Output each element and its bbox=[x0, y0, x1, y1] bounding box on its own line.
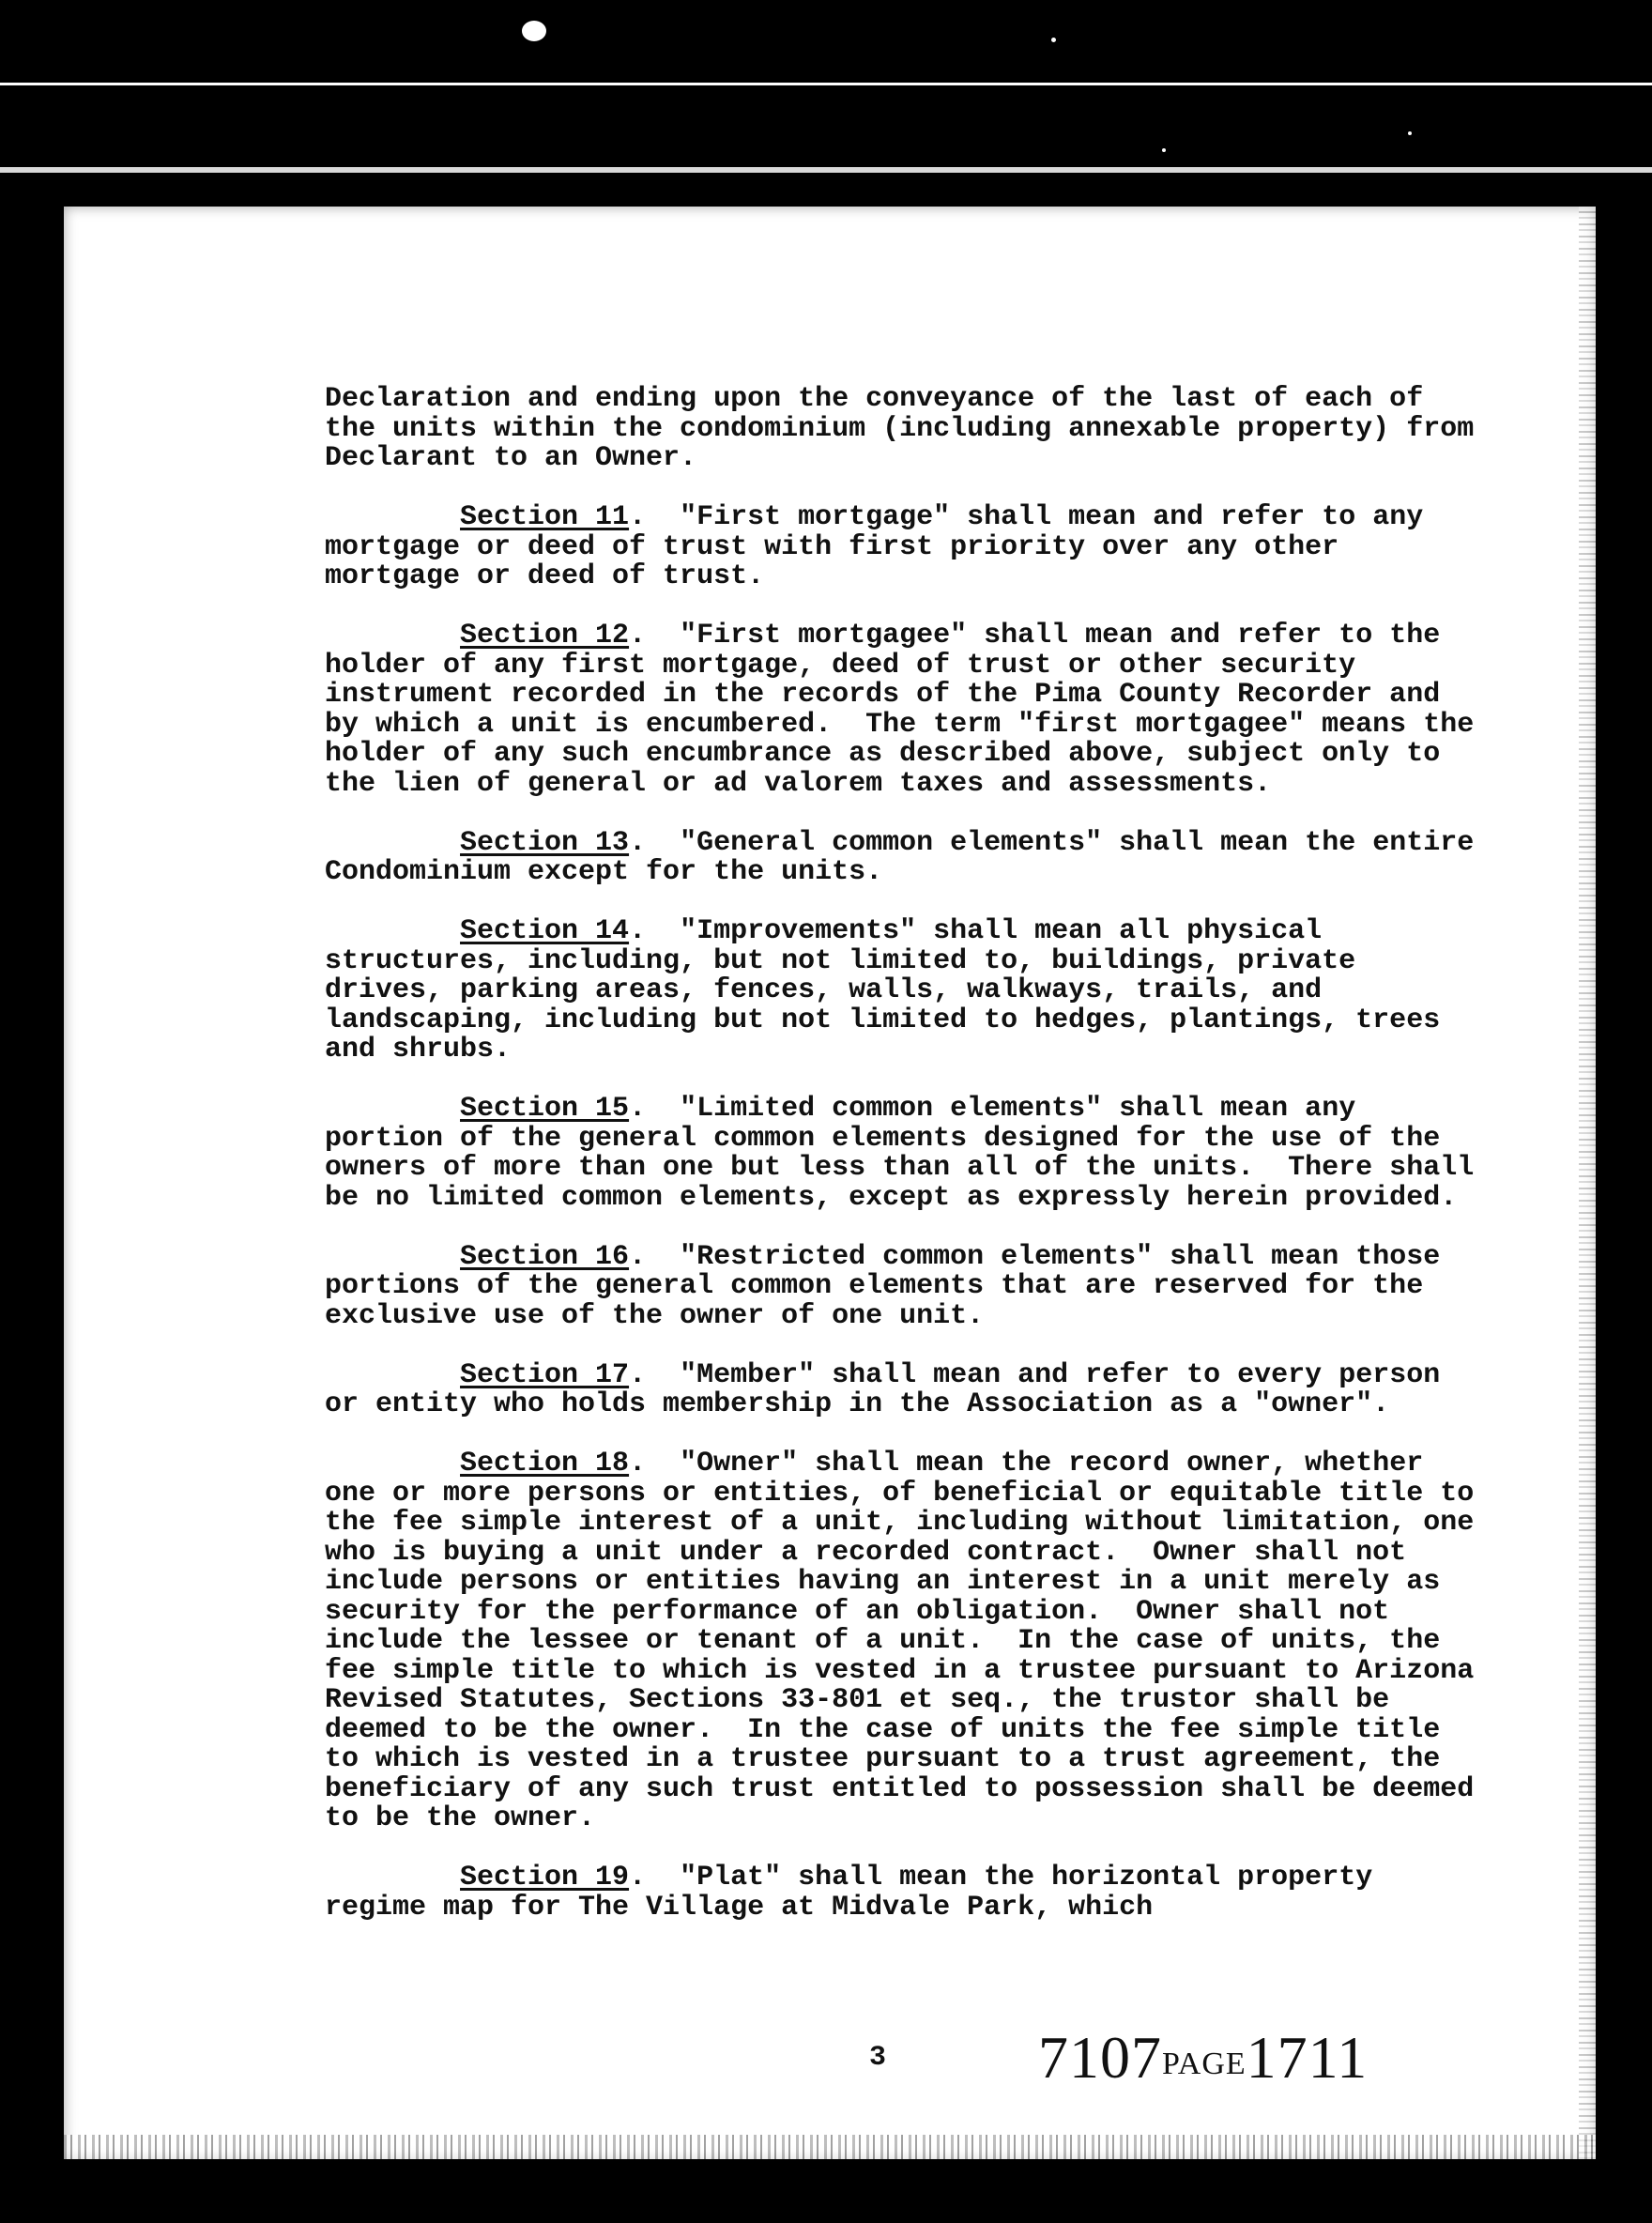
scan-line bbox=[0, 167, 1652, 173]
page-number: 3 bbox=[869, 2042, 887, 2074]
section-14-paragraph: Section 14. "Improvements" shall mean all physical structures, including, but not limited to, buildings, private drives, parking areas, fences, walls, walkways, trails, and landscaping, including but not limited to hedges, plantings, trees and shrubs. bbox=[325, 915, 1458, 1066]
stamp-page-label: PAGE bbox=[1162, 2047, 1247, 2081]
section-11-paragraph: Section 11. "First mortgage" shall mean and refer to any mortgage or deed of trust with first priority over any other mortgage or deed of trust. bbox=[325, 501, 1441, 592]
section-heading: Section 14 bbox=[460, 915, 630, 947]
section-15-paragraph: Section 15. "Limited common elements" shall mean any portion of the general common elements designed for the use of the owners of more than one but less than all of the units. There shall be no limited common elements, except as expressly herein provided. bbox=[325, 1093, 1491, 1214]
section-heading: Section 13 bbox=[460, 826, 630, 859]
scan-speck bbox=[1051, 38, 1056, 42]
section-text: "Limited common elements" shall mean any portion of the general common elements designed for the use of the owners of more than one but less than all of the units. There shall be no limited common elements, except as expressly herein provided. bbox=[325, 1093, 1491, 1214]
section-heading: Section 18 bbox=[460, 1448, 630, 1479]
section-18-paragraph: Section 18. "Owner" shall mean the record owner, whether one or more persons or entities, of beneficial or equitable title to the fee simple interest of a unit, including without limitation, one who is buying a unit under a recorded contract. Owner shall not include persons or entities having an interest in a unit merely as security for the performance of an obligation. Owner shall not include the lessee or tenant of a unit. In the case of units, the fee simple title to which is vested in a trustee pursuant to Arizona Revised Statutes, Sections 33-801 et seq., the trustor shall be deemed to be the owner. In the case of units the fee simple title to which is vested in a trustee pursuant to a trust agreement, the beneficiary of any such trust entitled to possession shall be deemed to be the owner. bbox=[325, 1448, 1491, 1834]
section-text: "Owner" shall mean the record owner, whether one or more persons or entities, of beneficial or equitable title to the fee simple interest of a unit, including without limitation, one who is buying a unit under a recorded contract. Owner shall not include persons or entities having an interest in a unit merely as security for the performance of an obligation. Owner shall not include the lessee or tenant of a unit. In the case of units, the fee simple title to which is vested in a trustee pursuant to Arizona Revised Statutes, Sections 33-801 et seq., the trustor shall be deemed to be the owner. In the case of units the fee simple title to which is vested in a trustee pursuant to a trust agreement, the beneficiary of any such trust entitled to possession shall be deemed to be the owner. bbox=[325, 1448, 1491, 1834]
scan-edge-noise bbox=[64, 2135, 1596, 2159]
section-heading: Section 17 bbox=[460, 1358, 630, 1391]
section-17-paragraph: Section 17. "Member" shall mean and refer to every person or entity who holds membership in the Association as a "owner". bbox=[325, 1358, 1458, 1420]
section-text: "First mortgagee" shall mean and refer to the holder of any first mortgage, deed of trust or other security instrument recorded in the records of the Pima County Recorder and by which a unit is encumbered. The term "first mortgagee" means the holder of any such encumbrance as described above, subject only to the lien of general or ad valorem taxes and assessments. bbox=[325, 620, 1491, 800]
section-heading: Section 11 bbox=[460, 501, 630, 533]
section-19-paragraph: Section 19. "Plat" shall mean the horizontal property regime map for The Village at Midvale Park, which bbox=[325, 1862, 1390, 1924]
intro-paragraph: Declaration and ending upon the conveyance of the last of each of the units within the condominium (including annexable property) from Declarant to an Owner. bbox=[325, 383, 1491, 474]
document-page bbox=[64, 207, 1596, 2159]
section-text: "Improvements" shall mean all physical structures, including, but not limited to, buildings, private drives, parking areas, fences, walls, walkways, trails, and landscaping, including but not limited to hedges, plantings, trees and shrubs. bbox=[325, 915, 1458, 1066]
scan-speck bbox=[1162, 148, 1166, 152]
recording-stamp bbox=[1038, 2023, 1368, 2093]
section-text: "Restricted common elements" shall mean those portions of the general common elements that are reserved for the exclusive use of the owner of one unit. bbox=[325, 1240, 1458, 1332]
section-16-paragraph: Section 16. "Restricted common elements" shall mean those portions of the general common elements that are reserved for the exclusive use of the owner of one unit. bbox=[325, 1240, 1458, 1332]
scan-speck bbox=[1408, 131, 1412, 135]
scan-edge-noise bbox=[1579, 207, 1596, 2159]
scan-top-band bbox=[0, 0, 1652, 188]
document-body bbox=[325, 385, 1489, 1953]
section-text: "Plat" shall mean the horizontal property regime map for The Village at Midvale Park, which bbox=[325, 1862, 1390, 1924]
section-13-paragraph: Section 13. "General common elements" shall mean the entire Condominium except for the units. bbox=[325, 826, 1491, 888]
scan-line bbox=[0, 83, 1652, 85]
section-heading: Section 19 bbox=[460, 1862, 630, 1893]
section-12-paragraph: Section 12. "First mortgagee" shall mean and refer to the holder of any first mortgage, deed of trust or other security instrument recorded in the records of the Pima County Recorder and by which a unit is encumbered. The term "first mortgagee" means the holder of any such encumbrance as described above, subject only to the lien of general or ad valorem taxes and assessments. bbox=[325, 620, 1491, 800]
section-text: "Member" shall mean and refer to every person or entity who holds membership in the Association as a "owner". bbox=[325, 1358, 1458, 1420]
section-heading: Section 16 bbox=[460, 1240, 630, 1273]
section-text: "First mortgage" shall mean and refer to any mortgage or deed of trust with first priority over any other mortgage or deed of trust. bbox=[325, 501, 1441, 592]
stamp-docket: 7107 bbox=[1038, 2024, 1162, 2091]
stamp-page: 1711 bbox=[1246, 2024, 1369, 2091]
scan-speck bbox=[522, 21, 546, 41]
section-text: "General common elements" shall mean the entire Condominium except for the units. bbox=[325, 826, 1491, 888]
section-heading: Section 15 bbox=[460, 1093, 630, 1125]
section-heading: Section 12 bbox=[460, 620, 630, 652]
